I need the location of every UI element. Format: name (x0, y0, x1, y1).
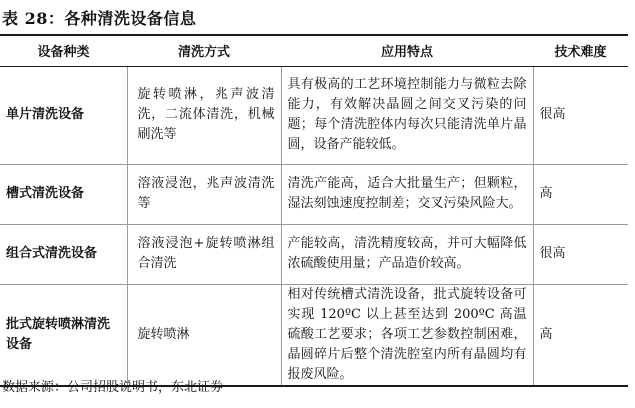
table-header-row (0, 35, 628, 66)
cell-cleaning-method: 溶液浸泡+旋转喷淋组合清洗 (127, 224, 281, 284)
equipment-table (0, 34, 628, 387)
cell-cleaning-method: 旋转喷淋 (127, 284, 281, 386)
table-title: 表 28：各种清洗设备信息 (2, 9, 197, 28)
table-row (0, 66, 628, 164)
table-row (0, 164, 628, 224)
cell-equipment-type: 组合式清洗设备 (0, 224, 127, 284)
cell-application-features: 相对传统槽式清洗设备，批式旋转设备可实现 120ºC 以上甚至达到 200ºC 高温硫酸工艺要求；各项工艺参数控制困难，晶圆碎片后整个清洗腔室内所有晶圆均有报废风险。 (281, 284, 533, 386)
cell-equipment-type: 槽式清洗设备 (0, 164, 127, 224)
table-row (0, 224, 628, 284)
cell-technical-difficulty: 高 (533, 284, 628, 386)
data-source-note: 数据来源：公司招股说明书，东北证券 (2, 380, 224, 395)
header-cleaning-method: 清洗方式 (127, 35, 281, 66)
header-equipment-type: 设备种类 (0, 35, 127, 66)
cell-application-features: 清洗产能高，适合大批量生产；但颗粒，湿法刻蚀速度控制差；交叉污染风险大。 (281, 164, 533, 224)
cell-equipment-type: 单片清洗设备 (0, 66, 127, 164)
header-application-features: 应用特点 (281, 35, 533, 66)
cell-technical-difficulty: 很高 (533, 224, 628, 284)
cell-equipment-type: 批式旋转喷淋清洗设备 (0, 284, 127, 386)
cell-application-features: 产能较高，清洗精度较高，并可大幅降低浓硫酸使用量；产品造价较高。 (281, 224, 533, 284)
cell-cleaning-method: 溶液浸泡，兆声波清洗等 (127, 164, 281, 224)
cell-technical-difficulty: 很高 (533, 66, 628, 164)
cell-application-features: 具有极高的工艺环境控制能力与微粒去除能力，有效解决晶圆之间交叉污染的问题；每个清洗腔体内每次只能清洗单片晶圆，设备产能较低。 (281, 66, 533, 164)
header-technical-difficulty: 技术难度 (533, 35, 628, 66)
cell-technical-difficulty: 高 (533, 164, 628, 224)
table-row (0, 284, 628, 386)
cell-cleaning-method: 旋转喷淋，兆声波清洗，二流体清洗，机械刷洗等 (127, 66, 281, 164)
